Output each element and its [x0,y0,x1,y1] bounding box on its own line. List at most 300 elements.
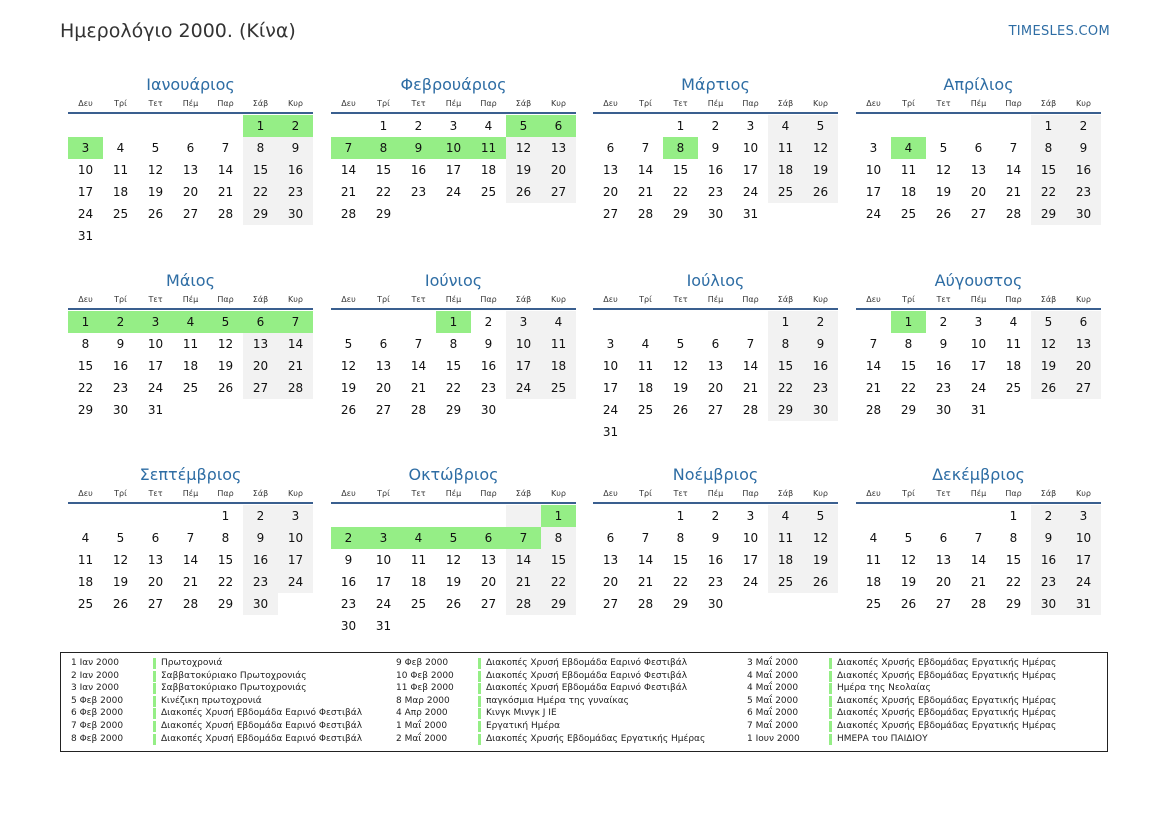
holiday-day-cell: 9 [401,137,436,159]
empty-day-cell [173,399,208,421]
day-cell: 28 [182,597,199,611]
empty-day-cell [436,203,471,225]
day-cell: 28 [506,593,541,615]
day-cell: 30 [340,619,357,633]
day-cell: 3 [746,119,755,133]
day-cell: 12 [935,163,952,177]
day-cell: 15 [672,163,689,177]
empty-day-cell [663,311,698,333]
week-row [68,549,313,571]
day-cell: 23 [340,597,357,611]
day-cell: 27 [480,597,497,611]
legend-date: 7 Φεβ 2000 [71,720,124,731]
week-row [331,311,576,333]
weekday-label: Δευ [603,99,618,108]
week-row [593,571,838,593]
day-cell: 18 [768,549,803,571]
week-row [593,355,838,377]
legend-date: 7 Μαΐ 2000 [747,720,799,731]
day-cell: 2 [939,315,948,329]
empty-day-cell [593,505,628,527]
day-cell: 13 [480,553,497,567]
weekday-header [593,488,838,504]
legend-item [386,720,705,733]
month-title: Ιούλιος [686,271,745,290]
holiday-day-cell: 4 [891,137,926,159]
day-cell: 26 [506,181,541,203]
week-row [593,549,838,571]
month-title: Νοέμβριος [672,465,759,484]
holiday-day-cell: 4 [401,527,436,549]
holiday-day-cell: 5 [506,115,541,137]
weekday-label: Τετ [148,295,163,304]
day-cell: 21 [182,575,199,589]
day-cell: 2 [803,311,838,333]
legend-date: 3 Μαΐ 2000 [747,658,799,668]
empty-day-cell [173,115,208,137]
week-row [593,527,838,549]
legend-date: 11 Φεβ 2000 [396,683,454,694]
week-row [68,225,313,247]
day-cell: 17 [506,355,541,377]
day-cell: 7 [869,337,878,351]
empty-day-cell [541,203,576,225]
day-cell: 1 [676,119,685,133]
month-calendar [331,464,576,637]
weekday-label: Δευ [341,295,356,304]
week-row [593,333,838,355]
day-cell: 28 [340,207,357,221]
weekday-label: Κυρ [288,295,303,304]
weekday-label: Σάβ [515,295,532,304]
legend-item [386,707,705,720]
week-row [856,181,1101,203]
weekday-label: Δευ [78,295,93,304]
day-cell: 22 [1005,575,1022,589]
weekday-label: Παρ [1005,489,1022,498]
day-cell: 14 [637,553,654,567]
weekday-label: Δευ [78,489,93,498]
site-link[interactable]: TIMESLES.COM [1008,24,1110,39]
day-cell: 19 [112,575,129,589]
day-cell: 15 [445,359,462,373]
day-cell: 30 [243,593,278,615]
legend-holiday-name: Διακοπές Χρυσής Εβδομάδας Εργατικής Ημέρας [837,658,1057,668]
legend-column [386,657,705,745]
weekday-label: Τρί [639,489,652,498]
day-cell: 18 [182,359,199,373]
day-cell: 20 [602,185,619,199]
day-cell: 25 [637,403,654,417]
day-cell: 12 [147,163,164,177]
day-cell: 31 [147,403,164,417]
weekday-label: Σάβ [252,295,269,304]
day-cell: 5 [803,115,838,137]
weekday-label: Κυρ [551,489,566,498]
day-cell: 28 [742,403,759,417]
legend-holiday-name: Σαββατοκύριακο Πρωτοχρονιάς [161,683,307,694]
day-cell: 13 [935,553,952,567]
legend-holiday-name: Διακοπές Χρυσής Εβδομάδας Εργατικής Ημέρας [837,670,1057,681]
day-cell: 12 [672,359,689,373]
empty-day-cell [401,505,436,527]
day-cell: 14 [340,163,357,177]
holiday-day-cell: 1 [436,311,471,333]
legend-item [386,733,705,746]
day-cell: 17 [77,185,94,199]
legend-date: 5 Μαΐ 2000 [747,695,799,706]
day-cell: 22 [672,575,689,589]
day-cell: 30 [707,207,724,221]
empty-day-cell [698,421,733,443]
day-cell: 3 [449,119,458,133]
day-cell: 23 [278,181,313,203]
holiday-day-cell: 1 [243,115,278,137]
empty-day-cell [436,505,471,527]
day-cell: 25 [541,377,576,399]
legend-color-swatch [829,658,832,669]
day-cell: 29 [900,403,917,417]
day-cell: 20 [602,575,619,589]
month-calendar [68,270,313,421]
weekday-label: Τρί [114,295,127,304]
empty-day-cell [436,615,471,637]
day-cell: 14 [865,359,882,373]
day-cell: 8 [1031,137,1066,159]
day-cell: 23 [480,381,497,395]
day-cell: 12 [445,553,462,567]
day-cell: 31 [602,425,619,439]
day-cell: 7 [641,531,650,545]
weekday-label: Κυρ [813,99,828,108]
day-cell: 16 [340,575,357,589]
day-cell: 22 [77,381,94,395]
day-cell: 10 [375,553,392,567]
day-cell: 9 [1031,527,1066,549]
weekday-label: Σάβ [515,99,532,108]
day-cell: 19 [506,159,541,181]
week-row [856,203,1101,225]
month-calendar [593,270,838,443]
legend-color-swatch [478,696,481,707]
day-cell: 20 [970,185,987,199]
empty-day-cell [278,225,313,247]
day-cell: 10 [278,527,313,549]
weekday-label: Σάβ [777,99,794,108]
empty-day-cell [891,505,926,527]
day-cell: 7 [221,141,230,155]
day-cell: 25 [480,185,497,199]
week-row [593,377,838,399]
day-cell: 5 [116,531,125,545]
day-cell: 19 [935,185,952,199]
empty-day-cell [366,505,401,527]
empty-day-cell [628,311,663,333]
legend-color-swatch [478,671,481,682]
week-row [68,505,313,527]
empty-day-cell [506,615,541,637]
month-title: Μάιος [166,271,215,290]
day-cell: 20 [182,185,199,199]
day-cell: 30 [278,203,313,225]
week-row [331,159,576,181]
week-row [331,355,576,377]
weekday-label: Παρ [742,99,759,108]
weekday-label: Κυρ [813,295,828,304]
day-cell: 7 [1009,141,1018,155]
day-cell: 29 [217,597,234,611]
day-cell: 21 [410,381,427,395]
legend-date: 2 Ιαν 2000 [71,670,119,681]
day-cell: 10 [506,333,541,355]
day-cell: 12 [217,337,234,351]
day-cell: 2 [414,119,423,133]
day-cell: 4 [768,505,803,527]
weekday-header [68,294,313,310]
weekday-header [68,488,313,504]
empty-day-cell [733,421,768,443]
weekday-header [593,294,838,310]
weekday-header [856,488,1101,504]
month-calendar [856,270,1101,421]
day-cell: 13 [182,163,199,177]
week-row [331,615,576,637]
day-cell: 24 [1066,571,1101,593]
weekday-label: Κυρ [288,99,303,108]
day-cell: 10 [742,531,759,545]
weekday-header [593,98,838,114]
month-title: Οκτώβριος [408,465,499,484]
day-cell: 25 [112,207,129,221]
day-cell: 30 [480,403,497,417]
weekday-label: Παρ [742,295,759,304]
day-cell: 12 [900,553,917,567]
legend-item [61,695,362,708]
day-cell: 14 [182,553,199,567]
day-cell: 18 [77,575,94,589]
day-cell: 29 [672,207,689,221]
day-cell: 5 [676,337,685,351]
day-cell: 5 [1031,311,1066,333]
day-cell: 12 [340,359,357,373]
holiday-day-cell: 7 [506,527,541,549]
day-cell: 16 [480,359,497,373]
day-cell: 20 [935,575,952,589]
day-cell: 6 [186,141,195,155]
empty-day-cell [733,311,768,333]
weekday-label: Παρ [217,295,234,304]
week-row [593,115,838,137]
legend-color-swatch [829,696,832,707]
week-row [593,505,838,527]
weekday-label: Σάβ [1040,295,1057,304]
legend-holiday-name: Ημέρα της Νεολαίας [837,683,931,694]
week-row [856,505,1101,527]
empty-day-cell [173,505,208,527]
week-row [68,593,313,615]
week-row [856,593,1101,615]
holiday-day-cell: 5 [436,527,471,549]
week-row [68,115,313,137]
day-cell: 16 [1031,549,1066,571]
day-cell: 22 [445,381,462,395]
empty-day-cell [138,115,173,137]
day-cell: 26 [1031,377,1066,399]
day-cell: 5 [151,141,160,155]
day-cell: 7 [414,337,423,351]
holiday-day-cell: 1 [891,311,926,333]
day-cell: 21 [506,571,541,593]
empty-day-cell [471,615,506,637]
day-cell: 1 [379,119,388,133]
legend-color-swatch [478,734,481,745]
day-cell: 31 [77,229,94,243]
legend-date: 1 Ιαν 2000 [71,658,119,668]
day-cell: 26 [147,207,164,221]
day-cell: 15 [77,359,94,373]
day-cell: 23 [1031,571,1066,593]
day-cell: 29 [445,403,462,417]
day-cell: 15 [1005,553,1022,567]
day-cell: 29 [541,593,576,615]
day-cell: 26 [672,403,689,417]
day-cell: 14 [970,553,987,567]
empty-day-cell [628,421,663,443]
day-cell: 19 [445,575,462,589]
day-cell: 13 [147,553,164,567]
day-cell: 27 [1066,377,1101,399]
day-cell: 23 [707,575,724,589]
week-row [593,593,838,615]
legend-item [737,733,1056,746]
day-cell: 6 [711,337,720,351]
day-cell: 18 [541,355,576,377]
empty-day-cell [401,311,436,333]
day-cell: 6 [1066,311,1101,333]
day-cell: 18 [900,185,917,199]
empty-day-cell [1066,399,1101,421]
day-cell: 22 [900,381,917,395]
weekday-label: Τρί [902,489,915,498]
weekday-label: Δευ [78,99,93,108]
day-cell: 17 [1066,549,1101,571]
legend-date: 1 Μαΐ 2000 [396,720,448,731]
legend-item [386,695,705,708]
day-cell: 7 [641,141,650,155]
week-row [68,311,313,333]
day-cell: 20 [480,575,497,589]
day-cell: 21 [865,381,882,395]
empty-day-cell [138,505,173,527]
day-cell: 24 [742,185,759,199]
month-calendar [68,74,313,247]
weekday-label: Τρί [377,295,390,304]
day-cell: 16 [707,553,724,567]
legend-date: 9 Φεβ 2000 [396,658,449,668]
holiday-day-cell: 7 [331,137,366,159]
day-cell: 11 [1005,337,1022,351]
day-cell: 12 [506,137,541,159]
legend-date: 6 Μαΐ 2000 [747,708,799,719]
legend-color-swatch [153,683,156,694]
weekday-header [331,98,576,114]
day-cell: 1 [1009,509,1018,523]
day-cell: 26 [803,571,838,593]
weekday-header [331,294,576,310]
legend-date: 4 Απρ 2000 [396,708,448,719]
day-cell: 15 [541,549,576,571]
month-title: Μάρτιος [681,75,750,94]
day-cell: 8 [243,137,278,159]
empty-day-cell [926,505,961,527]
day-cell: 27 [182,207,199,221]
day-cell: 18 [637,381,654,395]
day-cell: 12 [803,527,838,549]
day-cell: 27 [602,207,619,221]
day-cell: 12 [803,137,838,159]
holiday-day-cell: 1 [68,311,103,333]
weekday-label: Δευ [603,295,618,304]
day-cell: 29 [243,203,278,225]
day-cell: 28 [865,403,882,417]
day-cell: 27 [541,181,576,203]
empty-day-cell [698,311,733,333]
day-cell: 7 [186,531,195,545]
day-cell: 4 [81,531,90,545]
day-cell: 18 [480,163,497,177]
day-cell: 7 [746,337,755,351]
empty-day-cell [961,505,996,527]
day-cell: 9 [711,531,720,545]
week-row [331,333,576,355]
day-cell: 23 [112,381,129,395]
day-cell: 29 [375,207,392,221]
day-cell: 16 [707,163,724,177]
weekday-label: Τρί [902,99,915,108]
empty-day-cell [996,115,1031,137]
week-row [331,377,576,399]
day-cell: 25 [77,597,94,611]
day-cell: 11 [637,359,654,373]
day-cell: 11 [77,553,94,567]
empty-day-cell [68,505,103,527]
day-cell: 15 [900,359,917,373]
legend-holiday-name: Διακοπές Χρυσή Εβδομάδα Εαρινό Φεστιβάλ [486,683,688,694]
month-calendar [593,464,838,615]
week-row [856,399,1101,421]
weekday-header [331,488,576,504]
legend-holiday-name: Διακοπές Χρυσής Εβδομάδας Εργατικής Ημέρας [837,695,1057,706]
legend-holiday-name: Κινγκ Μινγκ J IE [486,708,557,719]
weekday-label: Πέμ [182,489,199,498]
day-cell: 16 [112,359,129,373]
legend-holiday-name: Πρωτοχρονιά [161,658,223,668]
day-cell: 1 [768,311,803,333]
weekday-label: Σάβ [1040,489,1057,498]
week-row [68,159,313,181]
empty-day-cell [331,505,366,527]
weekday-label: Σάβ [1040,99,1057,108]
weekday-label: Παρ [217,99,234,108]
day-cell: 6 [151,531,160,545]
empty-day-cell [331,311,366,333]
legend-date: 8 Μαρ 2000 [396,695,450,706]
day-cell: 15 [1031,159,1066,181]
day-cell: 16 [410,163,427,177]
day-cell: 16 [935,359,952,373]
empty-day-cell [506,203,541,225]
weekday-label: Τρί [114,99,127,108]
